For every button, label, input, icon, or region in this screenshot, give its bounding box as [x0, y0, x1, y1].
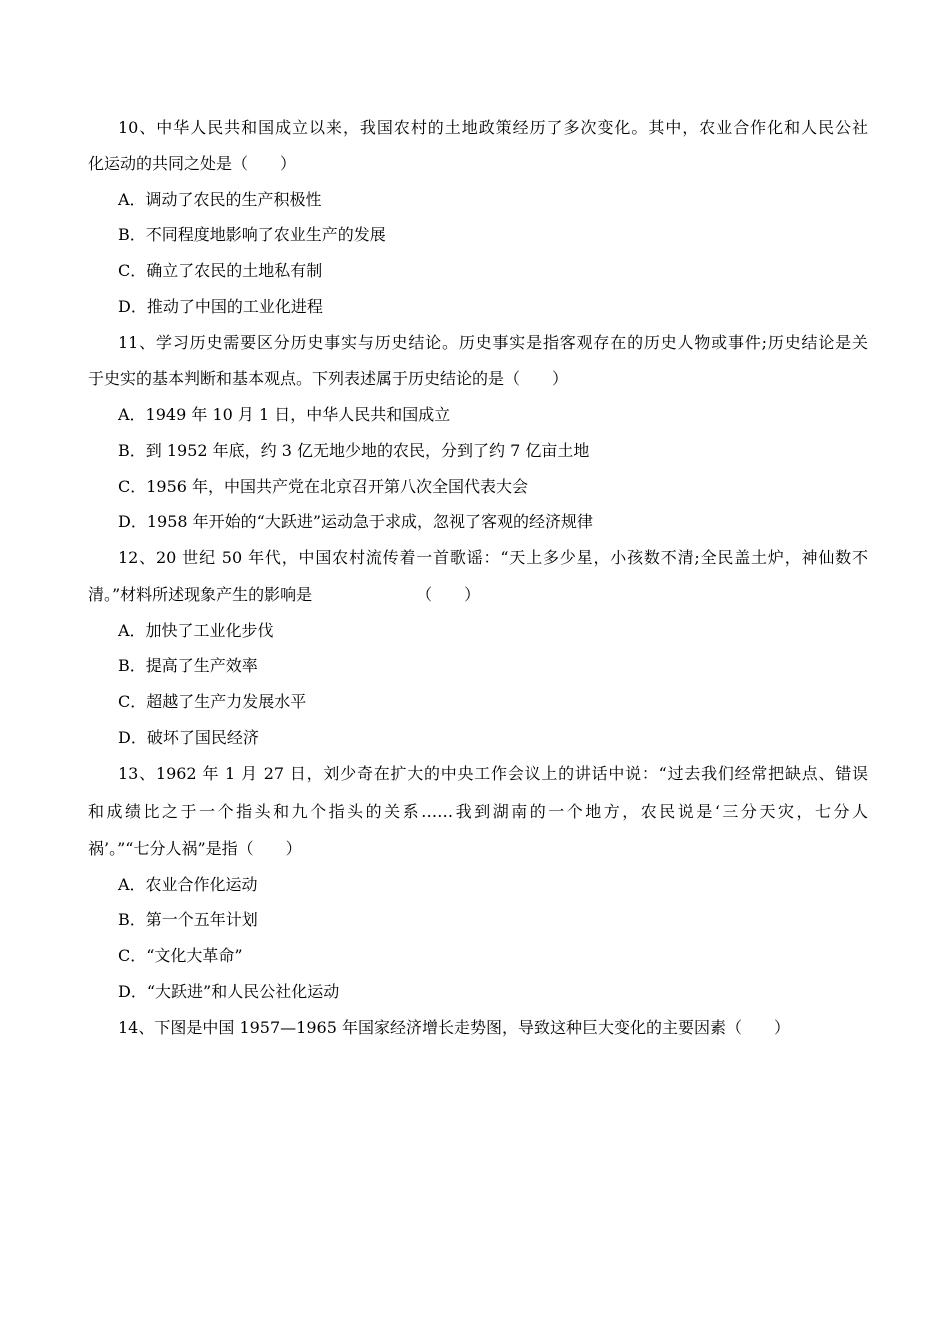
question-10-option-b: B．不同程度地影响了农业生产的发展 — [118, 225, 386, 244]
question-12-option-d: D．破坏了国民经济 — [118, 728, 259, 747]
question-12-option-b: B．提高了生产效率 — [118, 656, 258, 675]
question-10-option-c: C．确立了农民的土地私有制 — [118, 261, 323, 280]
question-12-stem-line-2: 清。”材料所述现象产生的影响是 （ ） — [88, 585, 481, 604]
question-11-stem-line-1: 11、学习历史需要区分历史事实与历史结论。历史事实是指客观存在的历史人物或事件;历史结论是关 — [118, 333, 868, 352]
question-10-stem-line-2: 化运动的共同之处是（ ） — [88, 154, 297, 173]
question-11-option-b: B．到 1952 年底，约 3 亿无地少地的农民，分到了约 7 亿亩土地 — [118, 441, 590, 460]
question-13-stem-line-1: 13、1962 年 1 月 27 日，刘少奇在扩大的中央工作会议上的讲话中说：“过去我们经常把缺点、错误 — [118, 764, 868, 783]
question-12-stem-line-1: 12、20 世纪 50 年代，中国农村流传着一首歌谣：“天上多少星，小孩数不清;全民盖土炉，神仙数不 — [118, 548, 868, 567]
question-14-stem-line-1: 14、下图是中国 1957—1965 年国家经济增长走势图，导致这种巨大变化的主要因素（ ） — [118, 1018, 790, 1037]
question-12-option-a: A．加快了工业化步伐 — [118, 621, 274, 640]
question-13-option-d: D．“大跃进”和人民公社化运动 — [118, 982, 340, 1001]
question-11-stem-line-2: 于史实的基本判断和基本观点。下列表述属于历史结论的是（ ） — [88, 369, 569, 388]
question-13-option-b: B．第一个五年计划 — [118, 910, 258, 929]
question-11-option-d: D．1958 年开始的“大跃进”运动急于求成，忽视了客观的经济规律 — [118, 512, 593, 531]
question-13-option-a: A．农业合作化运动 — [118, 875, 258, 894]
question-10-option-a: A．调动了农民的生产积极性 — [118, 190, 322, 209]
question-12-option-c: C．超越了生产力发展水平 — [118, 692, 307, 711]
question-10-option-d: D．推动了中国的工业化进程 — [118, 297, 323, 316]
question-11-option-c: C．1956 年，中国共产党在北京召开第八次全国代表大会 — [118, 477, 529, 496]
question-10-stem-line-1: 10、中华人民共和国成立以来，我国农村的土地政策经历了多次变化。其中，农业合作化和人民公社 — [118, 118, 868, 137]
question-13-option-c: C．“文化大革命” — [118, 946, 243, 965]
question-13-stem-line-2: 和成绩比之于一个指头和九个指头的关系……我到湖南的一个地方，农民说是‘三分天灾，七分人 — [88, 802, 868, 821]
question-13-stem-line-3: 祸’。”“七分人祸”是指（ ） — [88, 839, 302, 858]
question-11-option-a: A．1949 年 10 月 1 日，中华人民共和国成立 — [118, 405, 451, 424]
